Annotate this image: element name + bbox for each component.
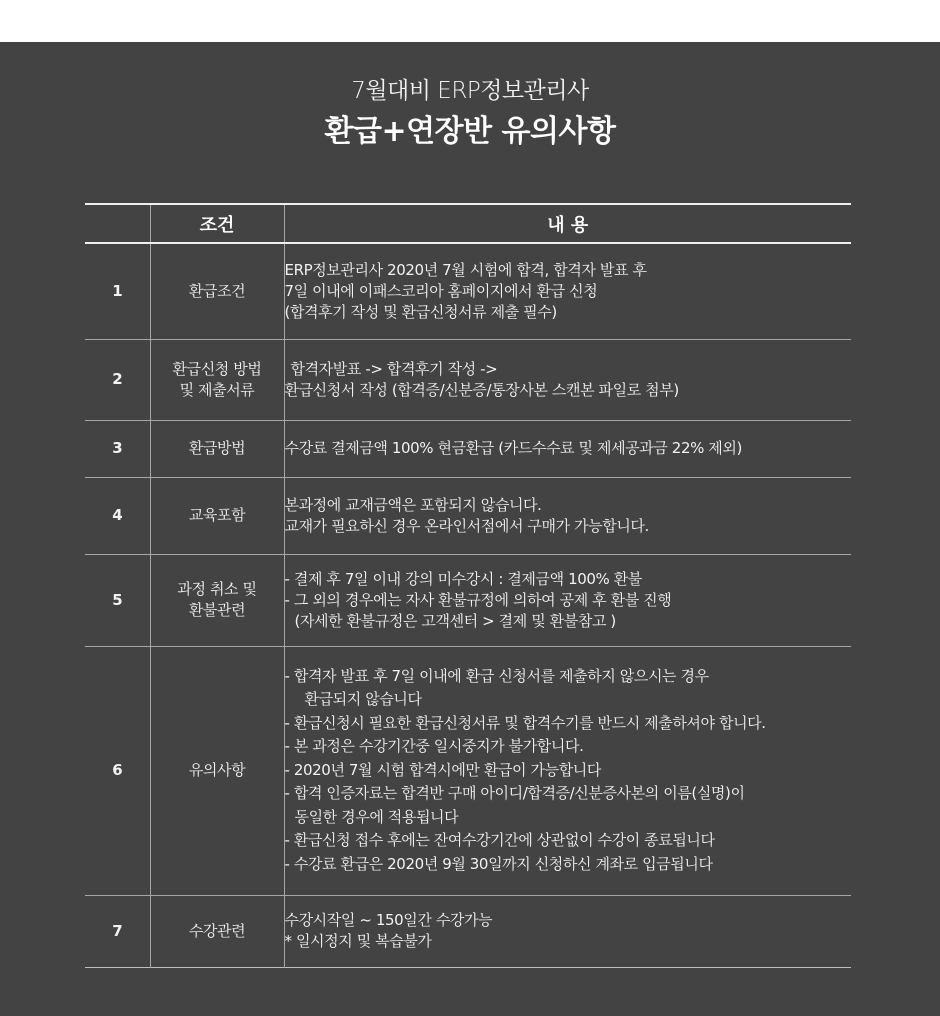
condition-line: 수강관련 [188, 921, 246, 940]
content-line: 환급되지 않습니다 [304, 690, 422, 709]
table-row [85, 554, 851, 646]
condition-line: 유의사항 [188, 761, 246, 779]
table-row [85, 339, 851, 420]
row-number: 1 [85, 243, 150, 339]
table-row [85, 420, 851, 477]
table-row [85, 646, 851, 895]
content-line: 7일 이내에 이패스코리아 홈페이지에서 환급 신청 [284, 281, 598, 300]
row-number: 5 [85, 554, 150, 646]
condition-line: 과정 취소 및 [177, 580, 257, 598]
content-line: - 합격 인증자료는 합격반 구매 아이디/합격증/신분증사본의 이름(실명)이 [284, 784, 745, 803]
row-content [284, 243, 851, 339]
condition-line: 환급신청 방법 [172, 359, 262, 378]
content-line: - 환급신청시 필요한 환급신청서류 및 합격수기를 반드시 제출하셔야 합니다. [284, 713, 766, 732]
content-line: ERP정보관리사 2020년 7월 시험에 합격, 합격자 발표 후 [284, 260, 647, 279]
content-line: * 일시정지 및 복습불가 [284, 932, 432, 950]
condition-line: 환불관련 [188, 601, 246, 619]
content-line: 동일한 경우에 적용됩니다 [294, 807, 459, 826]
row-condition [150, 420, 284, 477]
condition-line: 환급조건 [188, 281, 246, 300]
row-condition [150, 554, 284, 646]
row-condition [150, 646, 284, 895]
header-content: 내 용 [284, 204, 851, 243]
row-number: 3 [85, 420, 150, 477]
content-line: 수강시작일 ~ 150일간 수강가능 [284, 911, 493, 929]
row-number: 6 [85, 646, 150, 895]
content-line: - 결제 후 7일 이내 강의 미수강시 : 결제금액 100% 환불 [284, 569, 642, 588]
row-number: 4 [85, 477, 150, 554]
content-line: - 수강료 환급은 2020년 9월 30일까지 신청하신 계좌로 입금됩니다 [284, 854, 713, 873]
notice-panel [0, 42, 940, 1016]
header-number [85, 204, 150, 243]
row-condition [150, 339, 284, 420]
row-content [284, 646, 851, 895]
row-content [284, 895, 851, 967]
content-line: 본과정에 교재금액은 포함되지 않습니다. [284, 495, 542, 514]
table-row [85, 477, 851, 554]
content-line: 환급신청서 작성 (합격증/신분증/통장사본 스캔본 파일로 첨부) [284, 380, 679, 399]
condition-line: 및 제출서류 [179, 380, 255, 399]
content-line: 수강료 결제금액 100% 현금환급 (카드수수료 및 제세공과금 22% 제외) [284, 439, 742, 457]
content-line: - 합격자 발표 후 7일 이내에 환급 신청서를 제출하지 않으시는 경우 [284, 666, 709, 685]
row-number: 2 [85, 339, 150, 420]
content-line: - 환급신청 접수 후에는 잔여수강기간에 상관없이 수강이 종료됩니다 [284, 831, 715, 850]
content-line: 합격자발표 -> 합격후기 작성 -> [290, 359, 498, 378]
condition-line: 교육포함 [188, 506, 246, 524]
row-condition [150, 477, 284, 554]
condition-line: 환급방법 [188, 439, 246, 457]
content-line: (합격후기 작성 및 환급신청서류 제출 필수) [284, 302, 557, 321]
table-header-row [85, 204, 851, 243]
row-number: 7 [85, 895, 150, 967]
header-condition: 조건 [150, 204, 284, 243]
table-row [85, 243, 851, 339]
row-content [284, 420, 851, 477]
page-subtitle: 7월대비 ERP정보관리사 [351, 78, 589, 104]
page-title: 환급+연장반 유의사항 [324, 114, 616, 149]
row-condition [150, 243, 284, 339]
content-line: (자세한 환불규정은 고객센터 > 결제 및 환불참고 ) [294, 611, 616, 630]
content-line: - 2020년 7월 시험 합격시에만 환급이 가능합니다 [284, 760, 601, 779]
terms-table [85, 203, 851, 968]
row-content [284, 477, 851, 554]
content-line: 교재가 필요하신 경우 온라인서점에서 구매가 가능합니다. [284, 516, 649, 535]
table-row [85, 895, 851, 967]
row-content [284, 554, 851, 646]
content-line: - 본 과정은 수강기간중 일시중지가 불가합니다. [284, 737, 584, 756]
content-line: - 그 외의 경우에는 자사 환불규정에 의하여 공제 후 환불 진행 [284, 590, 672, 609]
row-content [284, 339, 851, 420]
row-condition [150, 895, 284, 967]
